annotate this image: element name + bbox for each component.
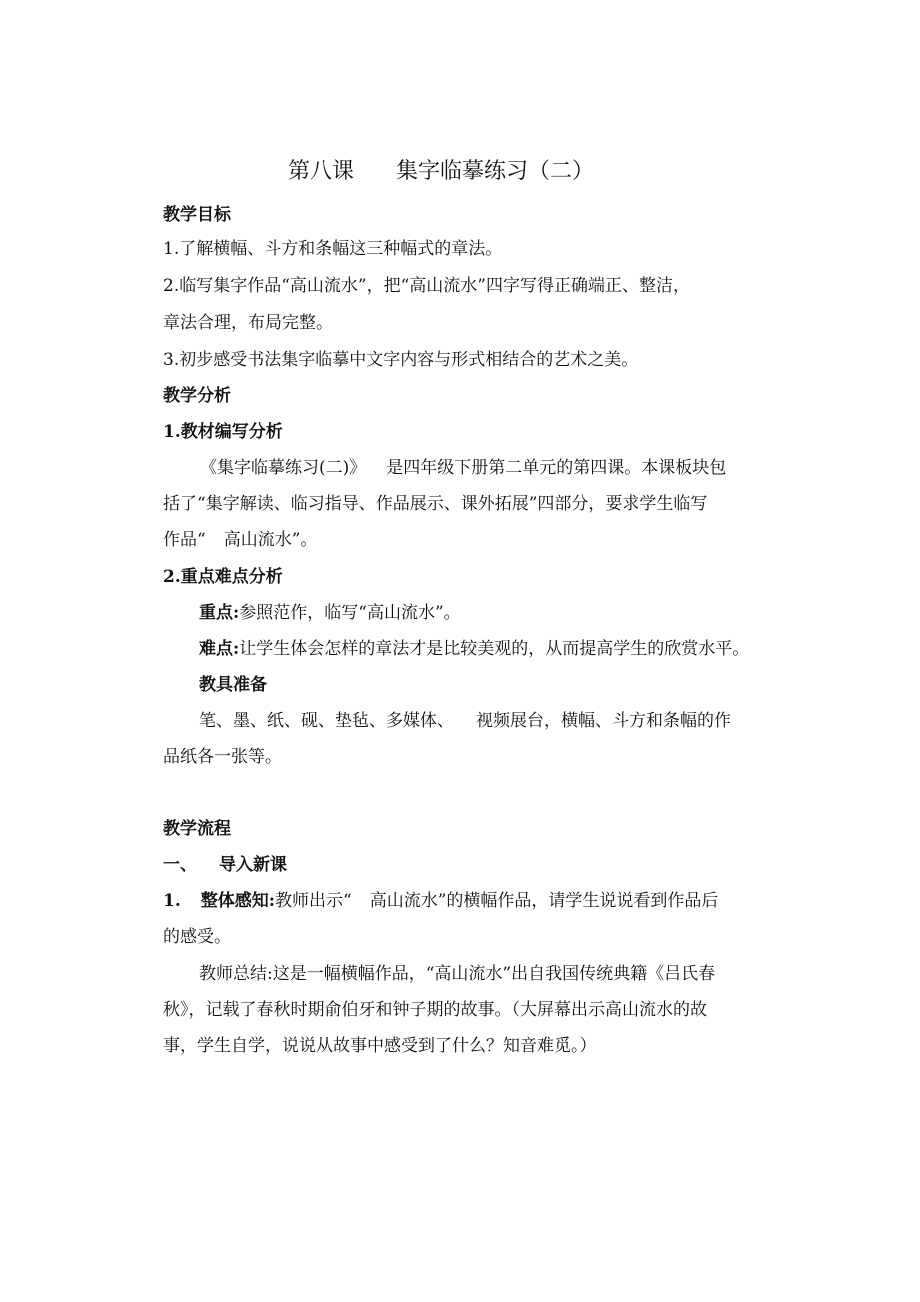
- goal-2-line2: 章法合理，布局完整。: [163, 313, 333, 333]
- step-num: 1.: [163, 891, 181, 911]
- analysis-1-line3-part1: 作品“: [163, 530, 206, 550]
- summary-line1: 教师总结:这是一幅横幅作品，“高山流水”出自我国传统典籍《吕氏春: [199, 964, 716, 984]
- section-heading: [163, 853, 287, 877]
- key-point: [199, 601, 461, 625]
- goal-2-line1: 2.临写集字作品“高山流水”，把“高山流水”四字写得正确端正、整洁，: [163, 276, 690, 296]
- tools-line1-part2: 视频展台，横幅、斗方和条幅的作: [476, 711, 731, 731]
- goal-1: 1.了解横幅、斗方和条幅这三种幅式的章法。: [163, 239, 503, 259]
- analysis-1-heading: 1.教材编写分析: [163, 422, 283, 442]
- analysis-1-part1: 《集字临摹练习(二)》: [200, 458, 367, 478]
- step-label: 整体感知:: [200, 891, 276, 911]
- goals-heading: 教学目标: [163, 205, 231, 225]
- analysis-heading: 教学分析: [163, 386, 231, 406]
- step-text-part2: 高山流水”的横幅作品，请学生说说看到作品后: [369, 891, 719, 911]
- analysis-1-part2: 是四年级下册第二单元的第四课。本课板块包: [386, 458, 727, 478]
- analysis-1-line2: 括了“集字解读、临习指导、作品展示、课外拓展”四部分，要求学生临写: [163, 494, 708, 514]
- key-label: 重点:: [199, 603, 240, 623]
- tools-line2: 品纸各一张等。: [163, 747, 282, 767]
- key-text: 参照范作，临写“高山流水”。: [239, 603, 461, 623]
- analysis-1-line3-part2: 高山流水”。: [223, 530, 318, 550]
- tools-line1: [199, 709, 731, 733]
- difficult-point: [199, 637, 749, 661]
- step-1-line1: [163, 889, 718, 913]
- step-text-part1: 教师出示“: [275, 891, 352, 911]
- page-title: [288, 157, 594, 187]
- difficult-text: 让学生体会怎样的章法才是比较美观的，从而提高学生的欣赏水平。: [239, 639, 750, 659]
- tools-line1-part1: 笔、墨、纸、砚、垫毡、多媒体、: [199, 711, 454, 731]
- title-lesson: 第八课: [288, 159, 355, 184]
- analysis-2-heading: 2.重点难点分析: [163, 567, 283, 587]
- goal-3: 3.初步感受书法集字临摹中文字内容与形式相结合的艺术之美。: [163, 350, 639, 370]
- section-title: 导入新课: [219, 855, 287, 875]
- summary-line3: 事，学生自学，说说从故事中感受到了什么？知音难觅。）: [163, 1036, 597, 1056]
- section-num: 一、: [163, 855, 197, 875]
- title-name: 集字临摹练习（二）: [396, 159, 595, 184]
- difficult-label: 难点:: [199, 639, 240, 659]
- analysis-1-line3: [163, 528, 317, 552]
- summary-line2: 秋》，记载了春秋时期俞伯牙和钟子期的故事。（大屏幕出示高山流水的故: [163, 1000, 707, 1020]
- step-1-line2: 的感受。: [163, 927, 231, 947]
- tools-heading: 教具准备: [199, 675, 267, 695]
- process-heading: 教学流程: [163, 819, 231, 839]
- analysis-1-line1: [200, 456, 726, 480]
